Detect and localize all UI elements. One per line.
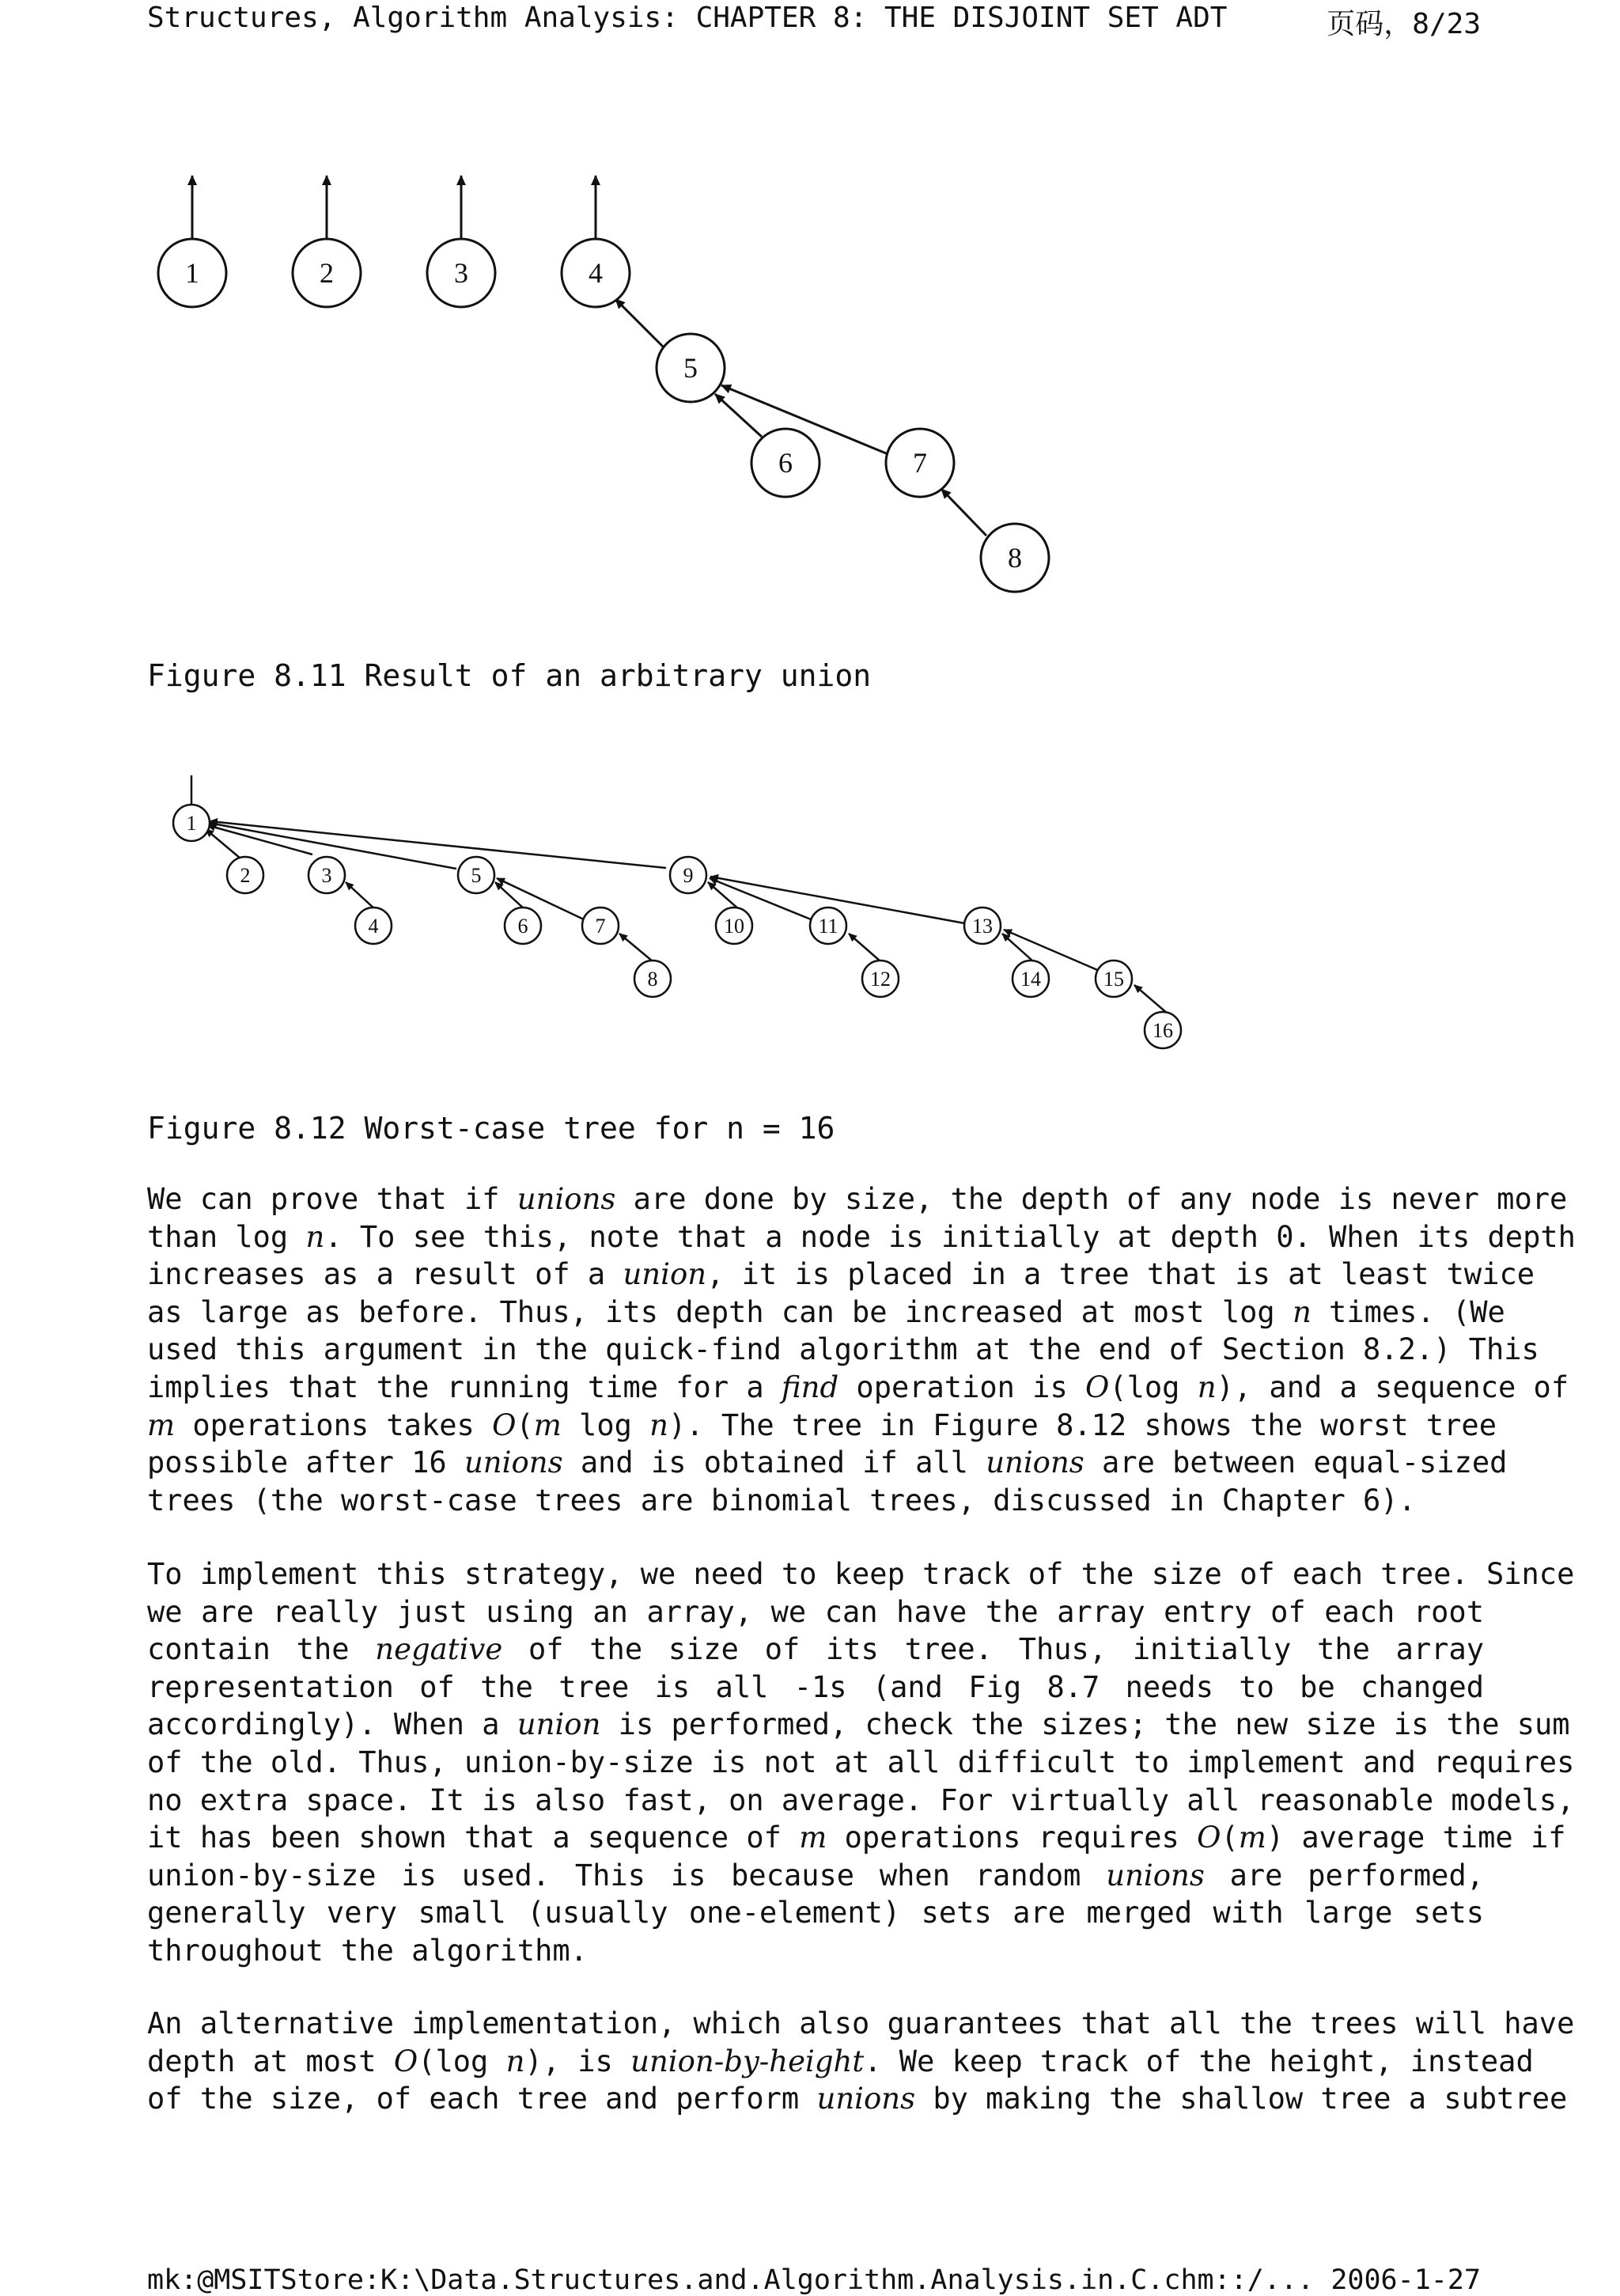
text-run: as large as before. Thus, its depth can be increased at most log (147, 1294, 1293, 1329)
edge-5-to-4 (615, 299, 663, 347)
edge-16-to-15 (1134, 985, 1168, 1013)
italic-term: n (305, 1219, 325, 1254)
paragraph-line (147, 1256, 1535, 1294)
figure-8-11-caption: Figure 8.11 Result of an arbitrary union (147, 658, 872, 693)
text-run: trees (the worst-case trees are binomial trees, discussed in Chapter 6). (147, 1483, 1416, 1517)
text-run: ( (516, 1408, 534, 1442)
figure-8-12-tree-diagram (142, 760, 1218, 1060)
text-run: ) average time if (1266, 1821, 1566, 1855)
page-footer-date: 2006-1-27 (1330, 2264, 1481, 2296)
italic-term: negative (375, 1632, 503, 1667)
text-run: implies that the running time for a (147, 1370, 782, 1404)
italic-term: O (393, 2044, 418, 2078)
text-run: . To see this, note that a node is initially at depth 0. When its depth (324, 1219, 1576, 1254)
edge-8-to-7 (619, 934, 653, 961)
edge-8-to-7 (941, 489, 986, 536)
node-label: 1 (185, 257, 199, 289)
italic-term: find (781, 1370, 839, 1404)
text-run: are done by size, the depth of any node is never more (615, 1182, 1568, 1216)
italic-term: m (147, 1408, 176, 1442)
italic-term: n (1292, 1294, 1312, 1329)
page-header-title: Structures, Algorithm Analysis: CHAPTER 8: THE DISJOINT SET ADT (147, 2, 1228, 34)
node-label: 3 (454, 257, 468, 289)
text-run: are performed, (1204, 1858, 1485, 1892)
edge-6-to-5 (495, 882, 525, 910)
paragraph-line (147, 1294, 1505, 1332)
node-label: 8 (1008, 542, 1022, 574)
text-run: . We keep track of the height, instead (864, 2044, 1534, 2078)
text-run: To implement this strategy, we need to keep track of the size of each tree. Since (147, 1557, 1575, 1591)
node-label: 7 (913, 447, 927, 479)
text-run: , it is placed in a tree that is at least twice (706, 1257, 1535, 1292)
page-number: 页码，8/23 (1327, 8, 1481, 40)
text-run: representation of the tree is all -1s (and Fig 8.7 needs to be changed (147, 1669, 1484, 1704)
paragraph-line (147, 1706, 1570, 1744)
italic-term: unions (986, 1445, 1084, 1480)
italic-term: unions (816, 2082, 916, 2116)
paragraph-line (147, 1894, 1484, 1932)
node-label: 14 (1020, 968, 1041, 991)
paragraph-line (147, 1593, 1484, 1631)
paragraph-line (147, 1744, 1575, 1782)
text-run: operation is (838, 1370, 1086, 1404)
paragraph-line (147, 1555, 1575, 1593)
edge-10-to-9 (708, 882, 740, 910)
italic-term: m (1238, 1821, 1266, 1855)
node-label: 12 (870, 968, 891, 991)
paragraph-line (147, 1932, 1484, 1970)
node-label: 11 (818, 915, 838, 938)
text-run: (log (1109, 1370, 1198, 1404)
text-run: we are really just using an array, we can have the array entry of each root (147, 1594, 1484, 1629)
edge-4-to-3 (346, 882, 376, 910)
node-label: 4 (589, 257, 603, 289)
text-run: ). The tree in Figure 8.12 shows the worst tree (668, 1408, 1497, 1442)
text-run: than log (147, 1219, 306, 1254)
node-label: 2 (240, 864, 251, 887)
paragraph-line (147, 1331, 1539, 1369)
node-label: 1 (186, 812, 197, 835)
node-label: 7 (595, 915, 606, 938)
node-label: 8 (647, 968, 658, 991)
italic-term: n (505, 2044, 525, 2078)
italic-term: n (649, 1408, 669, 1442)
text-run: no extra space. It is also fast, on average. For virtually all reasonable models, (147, 1783, 1575, 1817)
edge-14-to-13 (1002, 934, 1033, 961)
paragraph-line (147, 2005, 1575, 2043)
text-run: An alternative implementation, which also guarantees that all the trees will have (147, 2006, 1575, 2040)
text-run: and is obtained if all (562, 1445, 986, 1480)
italic-term: O (1197, 1821, 1221, 1855)
text-run: union-by-size is used. This is because when random (147, 1858, 1107, 1892)
node-label: 16 (1153, 1019, 1173, 1042)
text-run: log (561, 1408, 650, 1442)
italic-term: O (1085, 1370, 1110, 1404)
text-run: ( (1221, 1821, 1239, 1855)
text-run: accordingly). When a (147, 1707, 517, 1742)
paragraph-line (147, 1482, 1484, 1520)
paragraph-line (147, 1669, 1484, 1707)
node-label: 5 (683, 352, 698, 384)
text-run: increases as a result of a (147, 1257, 623, 1292)
text-run: throughout the algorithm. (147, 1933, 588, 1968)
italic-term: m (799, 1821, 827, 1855)
italic-term: union-by-height (630, 2044, 865, 2078)
text-run: We can prove that if (147, 1182, 517, 1216)
text-run: times. (We (1311, 1294, 1505, 1329)
italic-term: unions (464, 1445, 563, 1480)
text-run: (log (418, 2044, 506, 2078)
text-run: possible after 16 (147, 1445, 464, 1480)
text-run: by making the shallow tree a subtree (915, 2082, 1568, 2116)
figure-8-12-caption: Figure 8.12 Worst-case tree for n = 16 (147, 1111, 835, 1146)
paragraph-line (147, 1407, 1497, 1445)
text-run: ), is (524, 2044, 631, 2078)
node-label: 15 (1103, 968, 1124, 991)
paragraph-line (147, 2080, 1568, 2118)
paragraph-line (147, 1782, 1575, 1820)
paragraph-line (147, 2043, 1534, 2081)
paragraph-union-by-size-proof (147, 1180, 1576, 1519)
italic-term: unions (1106, 1858, 1205, 1892)
node-label: 6 (517, 915, 528, 938)
paragraph-line (147, 1857, 1484, 1895)
text-run: of the size, of each tree and perform (147, 2082, 817, 2116)
paragraph-line (147, 1444, 1508, 1482)
text-run: operations takes (175, 1408, 493, 1442)
italic-term: n (1197, 1370, 1217, 1404)
node-label: 10 (724, 915, 744, 938)
paragraph-line (147, 1218, 1576, 1256)
italic-term: O (492, 1408, 517, 1442)
text-run: it has been shown that a sequence of (147, 1821, 800, 1855)
text-run: of the old. Thus, union-by-size is not at all difficult to implement and requires (147, 1745, 1575, 1779)
text-run: is performed, check the sizes; the new size is the sum (600, 1707, 1570, 1742)
node-label: 5 (471, 864, 482, 887)
edge-6-to-5 (715, 394, 762, 437)
italic-term: m (533, 1408, 562, 1442)
italic-term: unions (517, 1182, 616, 1216)
edge-12-to-11 (849, 934, 880, 961)
node-label: 4 (368, 915, 379, 938)
paragraph-line (147, 1369, 1569, 1407)
paragraph-size-tracking (147, 1555, 1575, 1970)
text-run: generally very small (usually one-element) sets are merged with large sets (147, 1896, 1484, 1930)
node-label: 6 (778, 447, 793, 479)
paragraph-line (147, 1180, 1568, 1218)
text-run: depth at most (147, 2044, 394, 2078)
node-label: 2 (320, 257, 334, 289)
figure-8-11-tree-diagram (142, 158, 1092, 633)
italic-term: union (623, 1257, 707, 1292)
node-label: 13 (972, 915, 993, 938)
text-run: used this argument in the quick-find algorithm at the end of Section 8.2.) This (147, 1332, 1539, 1367)
text-run: ), and a sequence of (1216, 1370, 1569, 1404)
paragraph-line (147, 1631, 1484, 1669)
paragraph-line (147, 1819, 1566, 1857)
text-run: of the size of its tree. Thus, initially the array (502, 1632, 1484, 1667)
node-label: 9 (683, 864, 694, 887)
node-label: 3 (321, 864, 332, 887)
text-run: are between equal-sized (1084, 1445, 1508, 1480)
page-footer-path: mk:@MSITStore:K:\Data.Structures.and.Algorithm.Analysis.in.C.chm::/... (147, 2264, 1315, 2296)
text-run: operations requires (827, 1821, 1198, 1855)
italic-term: union (517, 1707, 601, 1742)
text-run: contain the (147, 1632, 376, 1667)
paragraph-union-by-height (147, 2005, 1575, 2118)
